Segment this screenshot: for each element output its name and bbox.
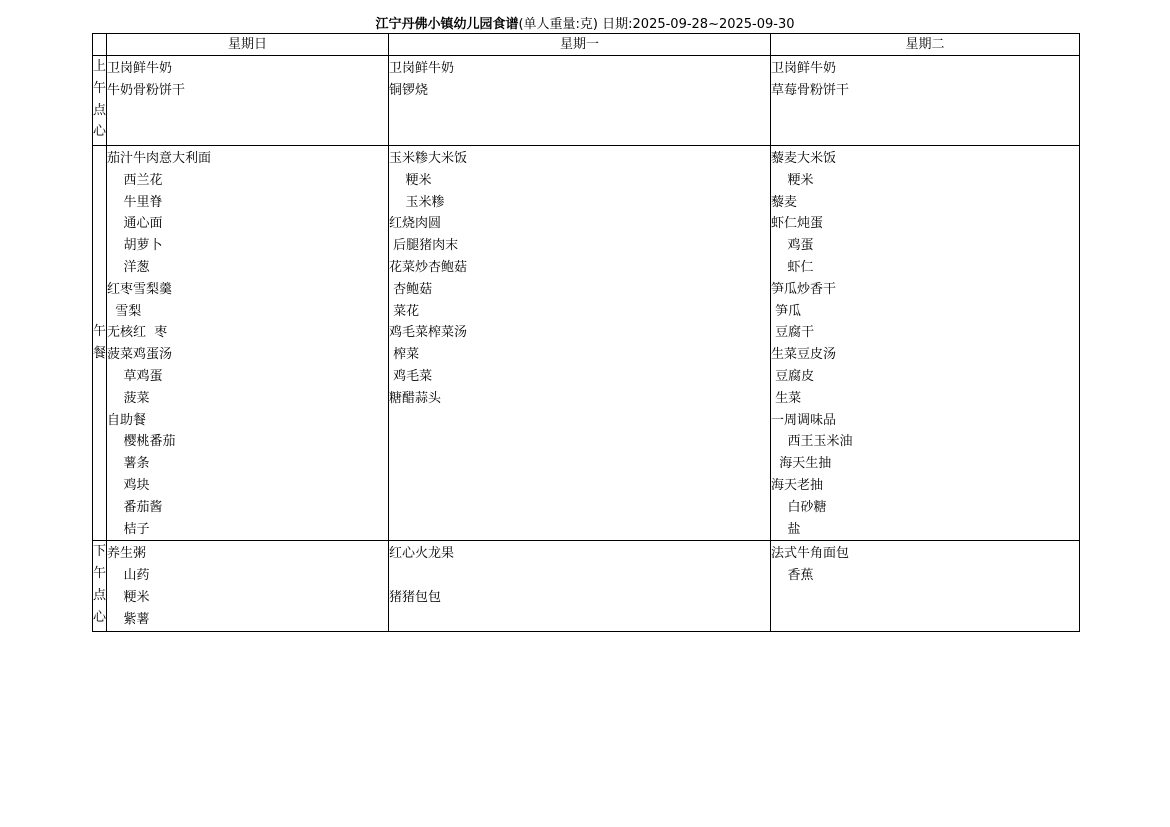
menu-item: 西兰花 — [107, 172, 163, 188]
menu-title-name: 江宁丹佛小镇幼儿园食谱 — [375, 17, 519, 32]
menu-item: 猪猪包包 — [389, 589, 442, 605]
menu-item: 养生粥 — [107, 546, 147, 562]
menu-item: 粳米 — [107, 589, 150, 605]
menu-item: 草鸡蛋 — [107, 368, 163, 384]
menu-item: 粳米 — [389, 172, 432, 188]
cell-lunch-monday — [389, 146, 771, 541]
menu-item: 菜花 — [389, 303, 420, 319]
menu-item: 杏鲍菇 — [389, 281, 433, 297]
menu-item: 紫薯 — [107, 611, 150, 627]
menu-item: 红心火龙果 — [389, 546, 455, 562]
header-day-tuesday: 星期二 — [771, 34, 1080, 56]
menu-item: 虾仁 — [771, 259, 814, 275]
meal-label-afternoon-snack: 下午点心 — [93, 541, 107, 631]
menu-item: 豆腐皮 — [771, 368, 815, 384]
menu-item: 海天生抽 — [771, 456, 832, 472]
menu-item: 后腿猪肉末 — [389, 238, 459, 254]
row-lunch — [93, 146, 1080, 541]
menu-item: 盐 — [771, 521, 801, 537]
meal-label-lunch: 午餐 — [93, 146, 107, 541]
menu-item: 洋葱 — [107, 259, 150, 275]
menu-item: 番茄酱 — [107, 499, 163, 515]
menu-item: 花菜炒杏鲍菇 — [389, 259, 468, 275]
menu-item: 鸡块 — [107, 477, 150, 493]
menu-item: 山药 — [107, 568, 150, 584]
menu-title-date: 日期:2025-09-28~2025-09-30 — [598, 17, 795, 32]
menu-item: 红枣雪梨羹 — [107, 281, 173, 297]
menu-item: 法式牛角面包 — [771, 546, 850, 562]
cell-morning-snack-monday — [389, 56, 771, 146]
menu-item: 雪梨 — [107, 303, 142, 319]
menu-item: 薯条 — [107, 456, 150, 472]
menu-item: 樱桃番茄 — [107, 434, 176, 450]
menu-item: 生菜 — [771, 390, 802, 406]
menu-item: 自助餐 — [107, 412, 147, 428]
menu-item: 笋瓜 — [771, 303, 802, 319]
menu-item: 一周调味品 — [771, 412, 837, 428]
menu-item: 鸡毛菜榨菜汤 — [389, 325, 468, 341]
cell-morning-snack-sunday — [107, 56, 389, 146]
menu-item: 笋瓜炒香干 — [771, 281, 837, 297]
menu-item: 牛奶骨粉饼干 — [107, 82, 186, 98]
menu-item: 无核红 枣 — [107, 325, 168, 341]
menu-item: 红烧肉圆 — [389, 216, 442, 232]
cell-afternoon-snack-monday — [389, 541, 771, 631]
menu-item: 桔子 — [107, 521, 150, 537]
menu-title-unit: (单人重量:克) — [518, 17, 599, 32]
menu-item: 通心面 — [107, 216, 163, 232]
menu-item: 茄汁牛肉意大利面 — [107, 151, 212, 166]
menu-item: 卫岗鲜牛奶 — [389, 61, 455, 76]
menu-item: 菠菜 — [107, 390, 150, 406]
menu-item: 卫岗鲜牛奶 — [771, 61, 837, 76]
menu-item: 虾仁炖蛋 — [771, 216, 824, 232]
menu-item: 生菜豆皮汤 — [771, 347, 837, 363]
menu-item: 牛里脊 — [107, 194, 163, 210]
cell-lunch-sunday — [107, 146, 389, 541]
menu-item: 玉米糁 — [389, 194, 445, 210]
menu-item: 藜麦大米饭 — [771, 151, 837, 166]
menu-item: 粳米 — [771, 172, 814, 188]
menu-item — [389, 565, 770, 587]
menu-item: 鸡蛋 — [771, 238, 814, 254]
menu-item: 鸡毛菜 — [389, 368, 433, 384]
menu-item: 海天老抽 — [771, 477, 824, 493]
row-morning-snack — [93, 56, 1080, 146]
row-afternoon-snack — [93, 541, 1080, 631]
menu-item: 玉米糁大米饭 — [389, 151, 468, 166]
menu-item: 糖醋蒜头 — [389, 390, 442, 406]
cell-afternoon-snack-sunday — [107, 541, 389, 631]
menu-item: 草莓骨粉饼干 — [771, 82, 850, 98]
header-day-monday: 星期一 — [389, 34, 771, 56]
header-row — [93, 34, 1080, 56]
header-day-sunday: 星期日 — [107, 34, 389, 56]
cell-lunch-tuesday — [771, 146, 1080, 541]
menu-item: 榨菜 — [389, 347, 420, 363]
header-corner — [93, 34, 107, 56]
menu-item: 卫岗鲜牛奶 — [107, 61, 173, 76]
menu-item: 豆腐干 — [771, 325, 815, 341]
menu-title — [0, 16, 1170, 33]
menu-item: 菠菜鸡蛋汤 — [107, 347, 173, 363]
cell-morning-snack-tuesday — [771, 56, 1080, 146]
menu-item: 铜锣烧 — [389, 82, 429, 98]
menu-item: 白砂糖 — [771, 499, 827, 515]
meal-label-morning-snack: 上午点心 — [93, 56, 107, 146]
menu-item: 香蕉 — [771, 568, 814, 584]
menu-table — [92, 33, 1080, 632]
menu-item: 藜麦 — [771, 194, 798, 210]
menu-item: 西王玉米油 — [771, 434, 853, 450]
menu-item: 胡萝卜 — [107, 238, 163, 254]
cell-afternoon-snack-tuesday — [771, 541, 1080, 631]
